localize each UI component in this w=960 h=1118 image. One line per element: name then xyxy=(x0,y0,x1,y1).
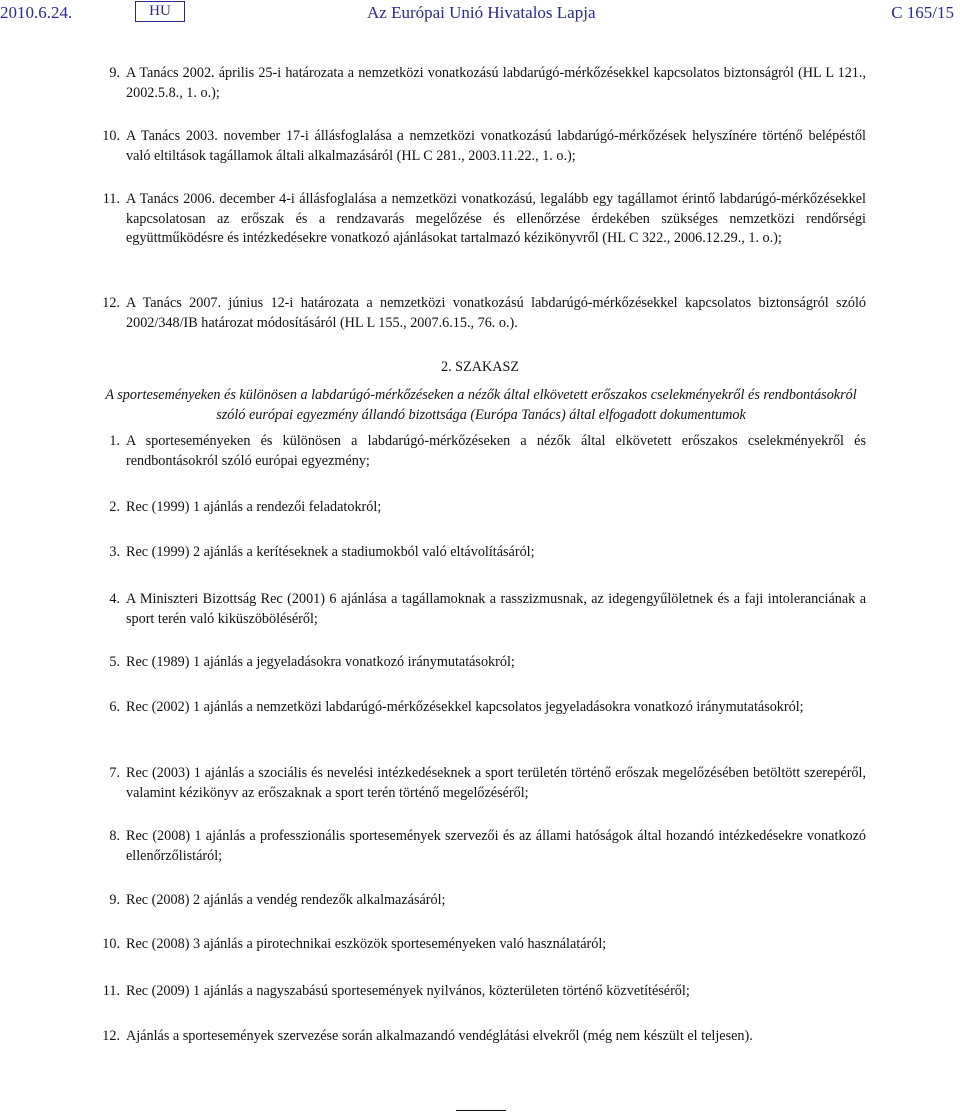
publication-date: 2010.6.24. xyxy=(0,3,73,22)
list-item xyxy=(96,827,866,866)
page-header xyxy=(0,0,960,30)
item-number: 10. xyxy=(102,128,120,144)
journal-title: Az Európai Unió Hivatalos Lapja xyxy=(367,3,596,22)
item-number: 9. xyxy=(109,892,120,908)
item-text: A Tanács 2007. június 12-i határozata a nemzetközi vonatkozású labdarúgó-mérkőzésekkel kapcsolatos biztonságról szóló 2002/348/IB határozat módosításáról (HL L 155., 2007.6.15., 76. o.). xyxy=(126,295,866,331)
list-item xyxy=(96,64,866,103)
item-text: Rec (2003) 1 ajánlás a szociális és nevelési intézkedéseknek a sport területén történő erőszak megelőzésében betöltött szerepéről, valamint kézikönyv az erőszaknak a sport terén történő megelőzéséről; xyxy=(126,765,866,801)
item-text: Ajánlás a sportesemények szervezése során alkalmazandó vendéglátási elvekről (még nem készült el teljesen). xyxy=(126,1028,753,1044)
item-number: 11. xyxy=(102,983,120,999)
item-number: 5. xyxy=(109,654,120,670)
list-item xyxy=(96,764,866,803)
list-item xyxy=(96,698,866,718)
page-reference: C 165/15 xyxy=(891,3,954,22)
item-text: Rec (2008) 3 ajánlás a pirotechnikai eszközök sporteseményeken való használatáról; xyxy=(126,936,607,952)
list-item xyxy=(96,498,866,518)
item-text: A Miniszteri Bizottság Rec (2001) 6 ajánlása a tagállamoknak a rasszizmusnak, az idegengyűlöletnek és a faji intoleranciának a sport terén való kiküszöböléséről; xyxy=(126,591,866,627)
list-item xyxy=(96,294,866,333)
item-text: Rec (2009) 1 ajánlás a nagyszabású sportesemények nyilvános, közterületen történő közvetítéséről; xyxy=(126,983,690,999)
item-text: Rec (1989) 1 ajánlás a jegyeladásokra vonatkozó iránymutatásokról; xyxy=(126,654,515,670)
list-item xyxy=(96,590,866,629)
item-number: 12. xyxy=(102,1028,120,1044)
item-number: 6. xyxy=(109,699,120,715)
list-item xyxy=(96,543,866,563)
item-text: Rec (2008) 2 ajánlás a vendég rendezők alkalmazásáról; xyxy=(126,892,446,908)
list-item xyxy=(96,1027,866,1047)
item-text: A Tanács 2006. december 4-i állásfoglalása a nemzetközi vonatkozású, legalább egy tagállamot érintő labdarúgó-mérkőzésekkel kapcsolatosan az erőszak és a rendzavarás megelőzése és ellenőrzése érdekében szükséges nemzetközi rendőrségi együttműködésre és intézkedésekre vonatkozó ajánlásokat tartalmazó kézikönyvről (HL C 322., 2006.12.29., 1. o.); xyxy=(126,191,866,247)
list-item xyxy=(96,982,866,1002)
item-text: Rec (1999) 2 ajánlás a kerítéseknek a stadiumokból való eltávolításáról; xyxy=(126,544,535,560)
item-text: A Tanács 2003. november 17-i állásfoglalása a nemzetközi vonatkozású labdarúgó-mérkőzések helyszínére történő belépéstől való eltiltások tagállamok általi alkalmazásáról (HL C 281., 2003.11.22., 1. o.); xyxy=(126,128,866,164)
section-title: 2. SZAKASZ xyxy=(440,359,520,375)
item-text: A sporteseményeken és különösen a labdarúgó-mérkőzéseken a nézők által elkövetett erőszakos cselekményekről és rendbontásokról szóló európai egyezmény; xyxy=(126,433,866,469)
list-item xyxy=(96,935,866,955)
list-item xyxy=(96,653,866,673)
list-item xyxy=(96,127,866,166)
item-number: 4. xyxy=(109,591,120,607)
item-number: 7. xyxy=(109,765,120,781)
list-item xyxy=(96,432,866,471)
language-badge: HU xyxy=(135,1,185,22)
item-text: Rec (2002) 1 ajánlás a nemzetközi labdarúgó-mérkőzésekkel kapcsolatos jegyeladásokra vonatkozó iránymutatásokról; xyxy=(126,699,804,715)
list-item xyxy=(96,891,866,911)
item-number: 10. xyxy=(102,936,120,952)
item-number: 11. xyxy=(102,191,120,207)
item-text: A Tanács 2002. április 25-i határozata a nemzetközi vonatkozású labdarúgó-mérkőzésekkel kapcsolatos biztonságról (HL L 121., 2002.5.8., 1. o.); xyxy=(126,65,866,101)
list-item xyxy=(96,190,866,249)
section-subtitle: A sporteseményeken és különösen a labdarúgó-mérkőzéseken a nézők által elkövetett erőszakos cselekményekről és rendbontásokról szóló európai egyezmény állandó bizottsága (Európa Tanács) által elfogadott dokumentumok xyxy=(105,387,857,423)
item-text: Rec (2008) 1 ajánlás a professzionális sportesemények szervezői és az állami hatóságok által hozandó intézkedésekre vonatkozó ellenőrzőlistáról; xyxy=(126,828,866,864)
item-number: 3. xyxy=(109,544,120,560)
item-number: 12. xyxy=(102,295,120,311)
item-number: 8. xyxy=(109,828,120,844)
item-number: 1. xyxy=(109,433,120,449)
item-text: Rec (1999) 1 ajánlás a rendezői feladatokról; xyxy=(126,499,382,515)
item-number: 2. xyxy=(109,499,120,515)
item-number: 9. xyxy=(109,65,120,81)
end-rule xyxy=(456,1110,506,1111)
